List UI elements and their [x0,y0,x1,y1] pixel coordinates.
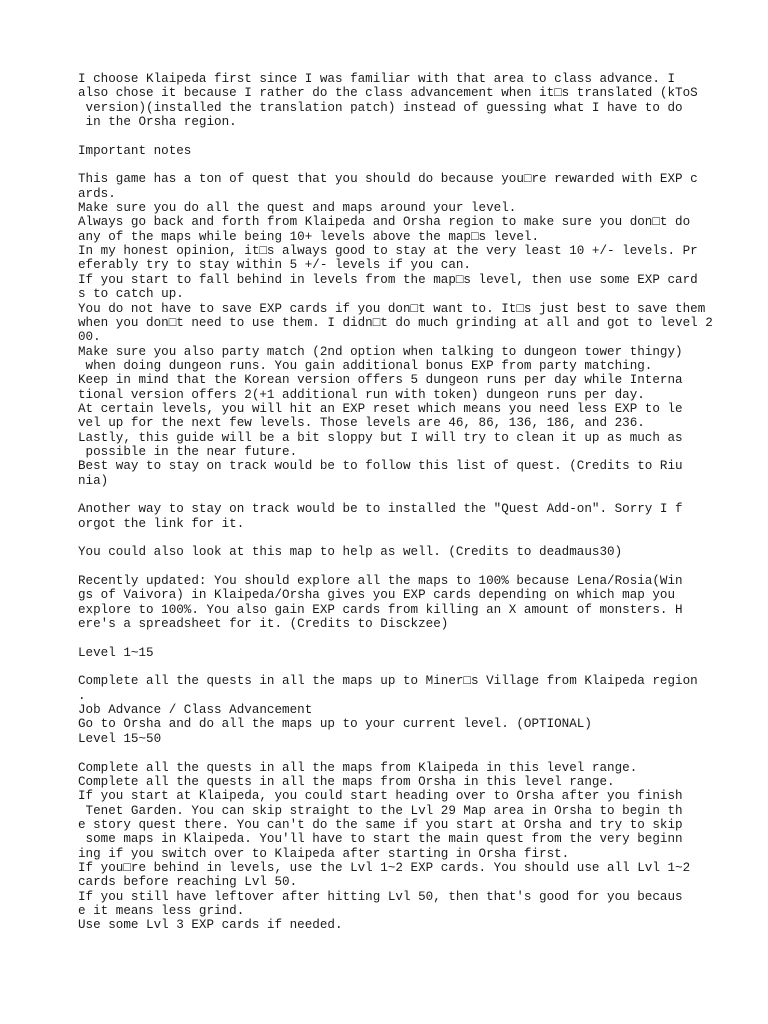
text-line: version)(installed the translation patch) instead of guessing what I have to do [78,100,683,115]
text-line: At certain levels, you will hit an EXP reset which means you need less EXP to le [78,401,683,416]
blank-line [78,560,758,574]
text-line: e story quest there. You can't do the same if you start at Orsha and try to skip [78,817,683,832]
text-line: when doing dungeon runs. You gain additional bonus EXP from party matching. [78,358,653,373]
text-line: eferably try to stay within 5 +/- levels if you can. [78,258,471,273]
text-line: . [78,688,86,703]
text-line: explore to 100%. You also gain EXP cards from killing an X amount of monsters. H [78,602,683,617]
text-line: Level 15~50 [78,731,162,746]
blank-line [78,129,758,143]
level-1-15-section [78,674,758,746]
text-line: ing if you switch over to Klaipeda after starting in Orsha first. [78,846,570,861]
level-15-50-section [78,761,758,933]
text-line: You do not have to save EXP cards if you don□t want to. It□s just best to save them [78,301,706,316]
text-line: Best way to stay on track would be to follow this list of quest. (Credits to Riu [78,459,683,474]
text-line: Recently updated: You should explore all the maps to 100% because Lena/Rosia(Win [78,574,683,589]
text-line: Lastly, this guide will be a bit sloppy but I will try to clean it up as much as [78,430,683,445]
blank-line [78,660,758,674]
text-line: Level 1~15 [78,645,154,660]
text-line: in the Orsha region. [78,115,237,130]
text-line: vel up for the next few levels. Those levels are 46, 86, 136, 186, and 236. [78,416,645,431]
text-line: Complete all the quests in all the maps from Orsha in this level range. [78,774,615,789]
text-line: Complete all the quests in all the maps up to Miner□s Village from Klaipeda region [78,674,698,689]
notes-list [78,172,758,488]
blank-line [78,746,758,760]
text-line: s to catch up. [78,287,184,302]
text-line: ards. [78,186,116,201]
text-line: Always go back and forth from Klaipeda and Orsha region to make sure you don□t do [78,215,691,230]
level-1-15-heading [78,646,758,660]
document-page [78,72,758,933]
text-line: possible in the near future. [78,444,298,459]
text-line: tional version offers 2(+1 additional run with token) dungeon runs per day. [78,387,645,402]
text-line: Another way to stay on track would be to installed the "Quest Add-on". Sorry I f [78,502,683,517]
recently-updated-paragraph [78,574,758,631]
text-line: If you start to fall behind in levels from the map□s level, then use some EXP card [78,272,698,287]
quest-addon-paragraph [78,502,758,531]
text-line: cards before reaching Lvl 50. [78,875,298,890]
blank-line [78,631,758,645]
text-line: If you□re behind in levels, use the Lvl 1~2 EXP cards. You should use all Lvl 1~2 [78,860,691,875]
blank-line [78,158,758,172]
text-line: 00. [78,330,101,345]
text-line: also chose it because I rather do the class advancement when it□s translated (kToS [78,86,698,101]
blank-line [78,531,758,545]
text-line: Job Advance / Class Advancement [78,703,313,718]
text-line: You could also look at this map to help as well. (Credits to deadmaus30) [78,545,623,560]
text-line: ere's a spreadsheet for it. (Credits to Disckzee) [78,617,449,632]
text-line: gs of Vaivora) in Klaipeda/Orsha gives you EXP cards depending on which map you [78,588,676,603]
text-line: If you start at Klaipeda, you could start heading over to Orsha after you finish [78,789,683,804]
blank-line [78,488,758,502]
text-line: some maps in Klaipeda. You'll have to start the main quest from the very beginn [78,832,683,847]
text-line: any of the maps while being 10+ levels above the map□s level. [78,229,540,244]
text-line: when you don□t need to use them. I didn□t do much grinding at all and got to level 2 [78,315,713,330]
text-line: Important notes [78,143,192,158]
text-line: Make sure you do all the quest and maps around your level. [78,201,517,216]
important-notes-heading [78,144,758,158]
text-line: e it means less grind. [78,903,245,918]
text-line: orgot the link for it. [78,516,245,531]
map-help-paragraph [78,545,758,559]
text-line: Make sure you also party match (2nd option when talking to dungeon tower thingy) [78,344,683,359]
text-line: Complete all the quests in all the maps from Klaipeda in this level range. [78,760,638,775]
text-line: I choose Klaipeda first since I was familiar with that area to class advance. I [78,72,676,86]
text-line: Tenet Garden. You can skip straight to the Lvl 29 Map area in Orsha to begin th [78,803,683,818]
text-line: nia) [78,473,109,488]
text-line: This game has a ton of quest that you should do because you□re rewarded with EXP c [78,172,698,187]
text-line: Use some Lvl 3 EXP cards if needed. [78,918,343,933]
intro-paragraph [78,72,758,129]
text-line: If you still have leftover after hitting Lvl 50, then that's good for you becaus [78,889,683,904]
text-line: Go to Orsha and do all the maps up to your current level. (OPTIONAL) [78,717,592,732]
text-line: In my honest opinion, it□s always good to stay at the very least 10 +/- levels. Pr [78,244,698,259]
text-line: Keep in mind that the Korean version offers 5 dungeon runs per day while Interna [78,373,683,388]
